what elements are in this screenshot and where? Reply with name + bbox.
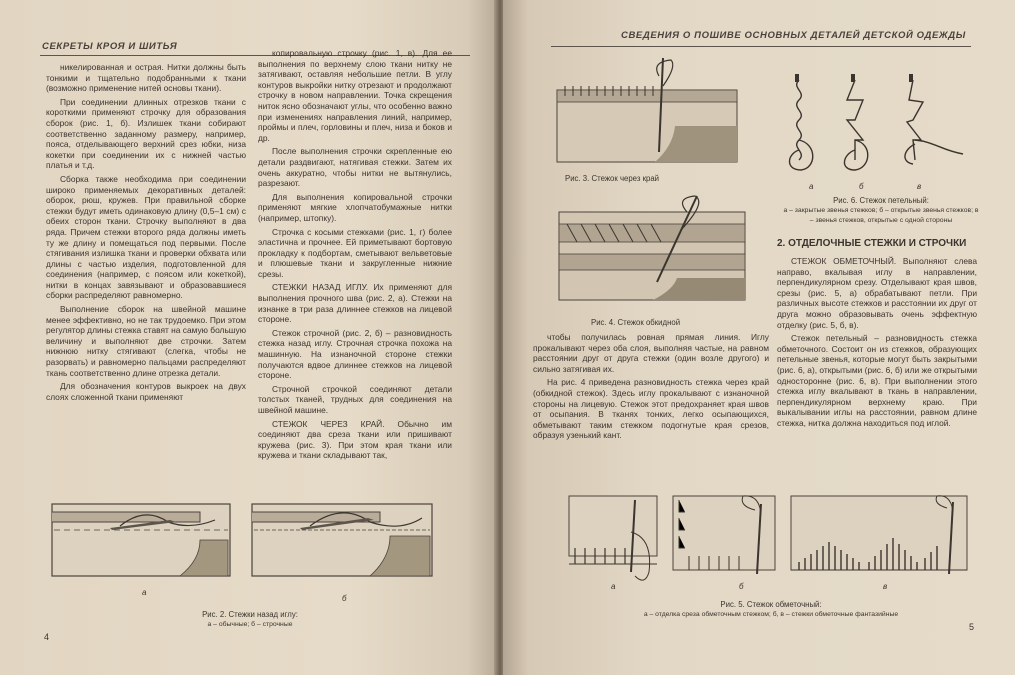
figure-2b-label: б: [342, 594, 347, 603]
figure-6-caption-sub: а – закрытые звенья стежков; б – открытые звенья стежков; в – звенья стежков, открытые с одной стороны: [783, 207, 979, 224]
figure-5b: [669, 492, 779, 592]
figure-6b-label: б: [859, 182, 864, 191]
left-column-2: [258, 48, 452, 496]
figure-6v-label: в: [917, 182, 922, 191]
figure-3-caption: Рис. 3. Стежок через край: [565, 174, 660, 183]
figure-4-caption: Рис. 4. Стежок обкидной: [591, 318, 681, 327]
paragraph: Строчной строчкой соединяют детали толстых тканей, трудных для соединения на швейной машине.: [258, 383, 452, 415]
left-running-head: СЕКРЕТЫ КРОЯ И ШИТЬЯ: [42, 41, 178, 52]
paragraph: Выполнение сборок на швейной машине менее эффективно, но не так трудоемко. При этом регулятор длины стежка ставят на самую большую величину и выполняют две строчки. Затем нижнюю нитку стягивают (слегка, чтобы не разорвать) и равномерно пальцами распределяют ткань соответственно длине отрезка детали.: [46, 304, 246, 378]
paragraph: Стежок петельный – разновидность стежка обметочного. Состоит он из стежков, образующих петельные звенья, которые могут быть закрытыми (рис. 6, а), открытыми (рис. 6, б) или же открытыми односторонне (рис. 6, в). При выполнении этого стежка иглу вкалывают в ткань в направлении, перпендикулярном верхнему краю. При выкалывании иглы на расстоянии, равном длине стежка, нитка должна находиться под иглой.: [777, 333, 977, 428]
paragraph: СТЕЖОК ЧЕРЕЗ КРАЙ. Обычно им соединяют два среза ткани или пришивают кружева (рис. 3). При этом края ткани или кружева и ткани складывают так,: [258, 418, 452, 461]
left-page-number: 4: [44, 632, 50, 642]
paragraph: копировальную строчку (рис. 1, в). Для ее выполнения по верхнему слою ткани нитку не затягивают, оставляя небольшие петли. В углу контуров выкройки нитку отрезают и продолжают строчку в новом направлении. Точка скрещения ниток ясно обозначают углы, что особенно важно при изменениях направления линий, например, проймы и плеч, горловины и плеч, низа и боков и др.: [258, 48, 452, 143]
paragraph: На рис. 4 приведена разновидность стежка через край (обкидной стежок). Здесь иглу прокалывают с изнаночной стороны на лицевую. Стежок этот предохраняет края швов от осыпания. В тканях тонких, легко осыпающихся, обметывают таким стежком подогнутые края срезов, образуя узенький кант.: [533, 377, 769, 441]
figure-5v: [789, 492, 969, 592]
figure-6-caption-title: Рис. 6. Стежок петельный:: [833, 196, 929, 205]
figure-2-caption-title: Рис. 2. Стежки назад иглу:: [202, 610, 298, 619]
paragraph: СТЕЖОК ОБМЕТОЧНЫЙ. Выполняют слева направо, вкалывая иглу в направлении, перпендикулярном срезу. Отделывают края швов, срезы (рис. 5, а) обрабатывают петли. При различных высоте стежков и расстоянии их друг от друга можно образовывать очень эффектную отделку (рис. 5, б, в).: [777, 256, 977, 330]
figure-5-caption: [611, 600, 931, 620]
section-title: 2. ОТДЕЛОЧНЫЕ СТЕЖКИ И СТРОЧКИ: [777, 238, 967, 249]
right-column-2: [777, 232, 977, 492]
right-page-number: 5: [969, 622, 975, 632]
paragraph: При соединении длинных отрезков ткани с короткими применяют строчку для образования сборок (рис. 1, б). Излишек ткани собирают соответственно заданному размеру, например, пояса, отделывающего верхний срез юбки, низа кокетки при соединении их с нижней частью платья и т.д.: [46, 96, 246, 171]
left-column-1: [46, 62, 246, 496]
figure-5v-label: в: [883, 582, 888, 591]
right-header-rule: [551, 46, 971, 47]
paragraph: никелированная и острая. Нитки должны быть тонкими и тщательно подобранными к ткани (возможно применение нитей основы ткани).: [46, 62, 246, 94]
paragraph: Для обозначения контуров выкроек на двух слоях сложенной ткани применяют: [46, 381, 246, 402]
right-page: [503, 0, 1015, 675]
paragraph: Сборка также необходима при соединении широко применяемых декоративных деталей: оборок, рюш, кружев. При правильной сборке стежки будут иметь одинаковую длину (0,5–1 см) с обеих сторон ткани. Строчку выполняют в два ряда. Причем стежки второго ряда должны иметь ту же длину и помещаться под первыми. После стягивания излишка ткани и проверки обхвата или длины с частью изделия, подготовленной для соединения (например, с поясом или кокеткой), нитки в концах завязывают и образовавшиеся сборки распределяют равномерно.: [46, 173, 246, 301]
paragraph: Строчка с косыми стежками (рис. 1, г) более эластична и прочнее. Ей приметывают бортовую прокладку к подбортам, сметывают вельветовые и плюшевые ткани и закругленные нижние срезы.: [258, 226, 452, 279]
paragraph: Для выполнения копировальной строчки применяют мягкие хлопчатобумажные нитки (например, штопку).: [258, 191, 452, 223]
left-page: [0, 0, 497, 675]
figure-5a-label: а: [611, 582, 616, 591]
right-column-1: [533, 332, 769, 482]
figure-6: [773, 74, 969, 186]
paragraph: СТЕЖКИ НАЗАД ИГЛУ. Их применяют для выполнения прочного шва (рис. 2, а). Стежки на изнанке в три раза длиннее стежков на лицевой стороне.: [258, 282, 452, 325]
figure-2b: [250, 500, 434, 584]
figure-2a: [50, 500, 232, 584]
figure-5b-label: б: [739, 582, 744, 591]
figure-2-caption-sub: а – обычные; б – строчные: [207, 621, 293, 628]
figure-6-caption: [783, 196, 979, 226]
paragraph: чтобы получилась ровная прямая линия. Иглу прокалывают через оба слоя, выполняя частые, на равном расстоянии друг от друга стежки (один возле другого) и сильно затягивая их.: [533, 332, 769, 374]
paragraph: Стежок строчной (рис. 2, б) – разновидность стежка назад иглу. Строчная строчка похожа на машинную. На изнаночной стороне стежки получаются вдвое длиннее стежков на лицевой стороне.: [258, 327, 452, 381]
right-running-head: СВЕДЕНИЯ О ПОШИВЕ ОСНОВНЫХ ДЕТАЛЕЙ ДЕТСКОЙ ОДЕЖДЫ: [621, 30, 966, 41]
figure-2-caption: [150, 610, 350, 630]
figure-5-caption-sub: а – отделка среза обметочным стежком; б, в – стежки обметочные фантазийные: [643, 611, 899, 618]
figure-5-caption-title: Рис. 5. Стежок обметочный:: [720, 600, 822, 609]
figure-5a: [565, 492, 661, 592]
figure-4: [557, 194, 747, 306]
paragraph: После выполнения строчки скрепленные ею детали раздвигают, натягивая стежки. Затем их очень аккуратно, чтобы нитки не вытянулись, разрезают.: [258, 146, 452, 189]
figure-2a-label: а: [142, 588, 147, 597]
figure-3: [555, 56, 739, 168]
figure-6a-label: а: [809, 182, 814, 191]
